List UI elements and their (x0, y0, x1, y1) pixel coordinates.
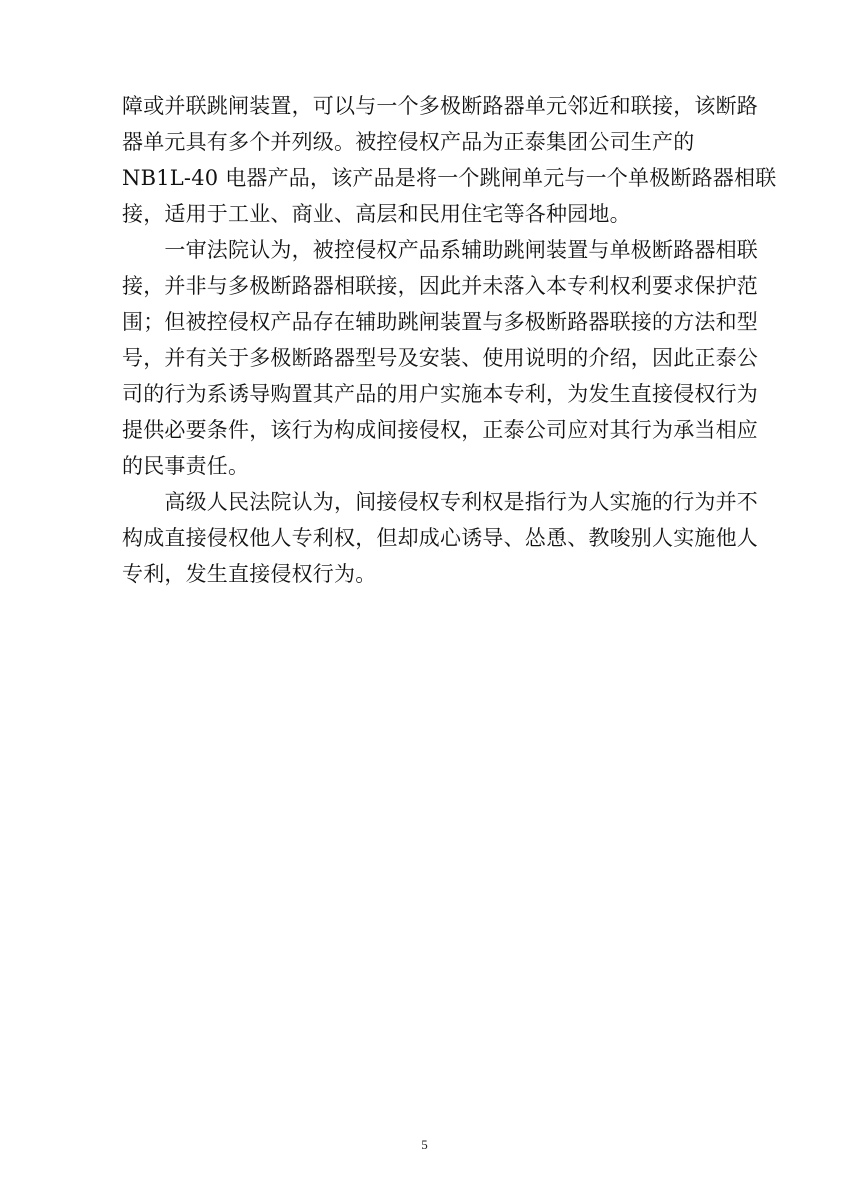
paragraph-line: 一审法院认为，被控侵权产品系辅助跳闸装置与单极断路器相联 (122, 238, 758, 262)
paragraph-line: 专利，发生直接侵权行为。 (122, 562, 377, 586)
paragraph-line: 的民事责任。 (122, 454, 250, 478)
paragraph-line: 围；但被控侵权产品存在辅助跳闸装置与多极断路器联接的方法和型 (122, 310, 758, 334)
paragraph-2 (122, 232, 758, 484)
paragraph-line: 接，适用于工业、商业、高层和民用住宅等各种园地。 (122, 202, 631, 226)
document-body (122, 88, 777, 592)
paragraph-line: 号，并有关于多极断路器型号及安装、使用说明的介绍，因此正泰公 (122, 346, 758, 370)
paragraph-line: 接，并非与多极断路器相联接，因此并未落入本专利权利要求保护范 (122, 274, 758, 298)
paragraph-line: 障或并联跳闸装置，可以与一个多极断路器单元邻近和联接，该断路 (122, 94, 758, 118)
paragraph-line: 器单元具有多个并列级。被控侵权产品为正泰集团公司生产的 (122, 130, 695, 154)
paragraph-1 (122, 88, 777, 232)
paragraph-line: 提供必要条件，该行为构成间接侵权，正泰公司应对其行为承当相应 (122, 418, 758, 442)
paragraph-3 (122, 484, 758, 592)
paragraph-line: NB1L-40 电器产品，该产品是将一个跳闸单元与一个单极断路器相联 (122, 166, 777, 190)
paragraph-line: 构成直接侵权他人专利权，但却成心诱导、怂恿、教唆别人实施他人 (122, 526, 758, 550)
paragraph-line: 司的行为系诱导购置其产品的用户实施本专利，为发生直接侵权行为 (122, 382, 758, 406)
paragraph-line: 高级人民法院认为，间接侵权专利权是指行为人实施的行为并不 (122, 490, 758, 514)
page-number: 5 (421, 1137, 428, 1152)
